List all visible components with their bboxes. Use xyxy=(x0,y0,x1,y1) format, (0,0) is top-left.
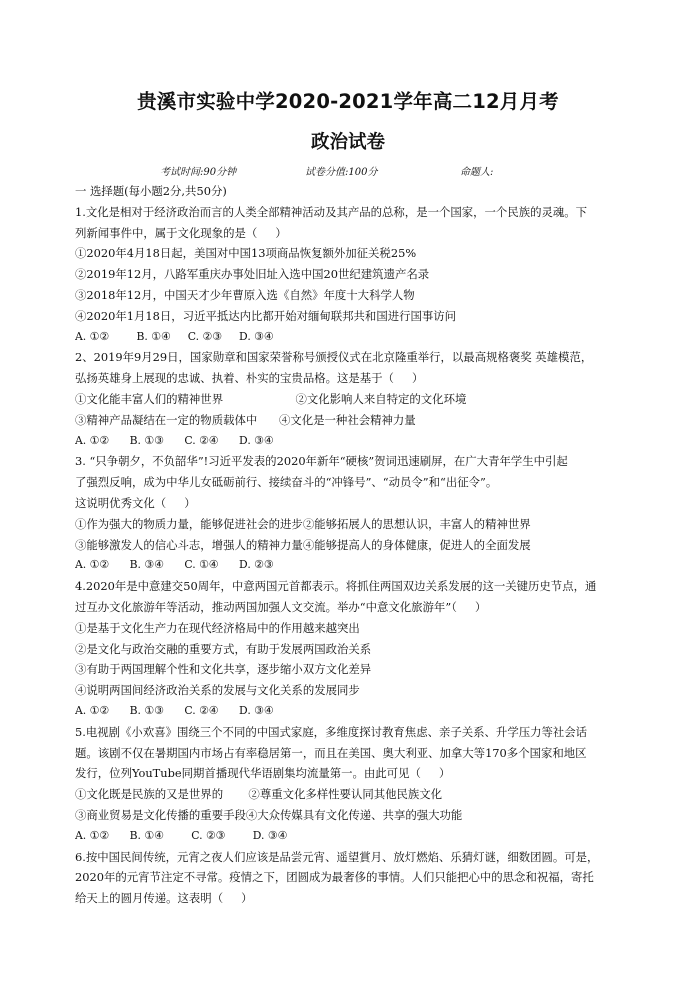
exam-author: 命题人: xyxy=(460,167,494,178)
question-statement: ③能够激发人的信心斗志，增强人的精神力量④能够提高人的身体健康，促进人的全面发展 xyxy=(75,537,531,552)
question-statement: ④2020年1月18日，习近平抵达内比都开始对缅甸联邦共和国进行国事访问 xyxy=(75,308,457,323)
page-title: 贵溪市实验中学2020-2021学年高二12月月考 xyxy=(137,90,559,113)
question-statement: ④说明两国间经济政治关系的发展与文化关系的发展同步 xyxy=(75,683,360,698)
exam-score: 试卷分值:100分 xyxy=(305,167,378,178)
question-stem-line: 发行，位列YouTube同期首播现代华语剧集均流量第一。由此可见（ ） xyxy=(75,766,451,781)
question-statement: ①2020年4月18日起，美国对中国13项商品恢复额外加征关税25% xyxy=(75,246,417,261)
question-statement: ③有助于两国理解个性和文化共享，逐步缩小双方文化差异 xyxy=(75,662,372,677)
question-statement: ①是基于文化生产力在现代经济格局中的作用越来越突出 xyxy=(75,620,360,635)
answer-options: A. ①② B. ③④ C. ①④ D. ②③ xyxy=(75,558,274,572)
question-stem-line: 弘扬英雄身上展现的忠诚、执着、朴实的宝贵品格。这是基于（ ） xyxy=(75,371,424,386)
question-stem-line: 1.文化是相对于经济政治而言的人类全部精神活动及其产品的总称，是一个国家，一个民族的灵魂。下 xyxy=(75,204,588,219)
question-stem-line: 列新闻事件中，属于文化现象的是（ ） xyxy=(75,225,287,240)
question-3 xyxy=(75,451,631,576)
question-6 xyxy=(75,847,631,909)
question-5 xyxy=(75,722,631,847)
answer-options: A. ①② B. ①④ C. ②③ D. ③④ xyxy=(75,329,274,343)
question-stem-line: 2、2019年9月29日，国家勋章和国家荣誉称号颁授仪式在北京隆重举行，以最高规格褒奖 英雄模范， xyxy=(75,350,593,365)
question-stem-line: 4.2020年是中意建交50周年，中意两国元首都表示。将抓住两国双边关系发展的这一关键历史节点，通 xyxy=(75,579,597,594)
question-statement: ①文化既是民族的又是世界的 ②尊重文化多样性要认同其他民族文化 xyxy=(75,787,443,802)
page-subtitle: 政治试卷 xyxy=(310,132,385,153)
question-statement: ③商业贸易是文化传播的重要手段④大众传媒具有文化传递、共享的强大功能 xyxy=(75,807,463,822)
answer-options: A. ①② B. ①③ C. ②④ D. ③④ xyxy=(75,703,274,717)
question-statement: ②是文化与政治交融的重要方式，有助于发展两国政治关系 xyxy=(75,641,372,656)
question-stem-line: 给天上的圆月传递。这表明（ ） xyxy=(75,891,253,906)
question-stem-line: 3. “只争朝夕，不负韶华”!习近平发表的2020年新年“硬核”贺词迅速刷屏，在广大青年学生中引起 xyxy=(75,454,568,469)
question-statement: ③精神产品凝结在一定的物质载体中 ④文化是一种社会精神力量 xyxy=(75,412,416,427)
question-2 xyxy=(75,347,631,451)
question-1 xyxy=(75,202,631,348)
question-stem-line: 2020年的元宵节注定不寻常。疫情之下，团圆成为最奢侈的事情。人们只能把心中的思念和祝福，寄托 xyxy=(75,870,594,885)
question-stem-line: 这说明优秀文化（ ） xyxy=(75,495,196,510)
question-list xyxy=(75,181,631,909)
question-statement: ①文化能丰富人们的精神世界 ②文化影响人来自特定的文化环境 xyxy=(75,391,467,406)
exam-time: 考试时间:90分钟 xyxy=(160,167,237,178)
question-stem-line: 5.电视剧《小欢喜》围绕三个不同的中国式家庭，多维度探讨教育焦虑、亲子关系、升学压力等社会话 xyxy=(75,724,588,739)
answer-options: A. ①② B. ①④ C. ②③ D. ③④ xyxy=(75,828,288,842)
section-title: 一 选择题(每小题2分,共50分) xyxy=(75,184,227,198)
question-statement: ②2019年12月，八路军重庆办事处旧址入选中国20世纪建筑遗产名录 xyxy=(75,267,430,282)
answer-options: A. ①② B. ①③ C. ②④ D. ③④ xyxy=(75,433,274,447)
question-statement: ③2018年12月，中国天才少年曹原入选《自然》年度十大科学人物 xyxy=(75,287,415,302)
question-stem-line: 了强烈反响，成为中华儿女砥砺前行、接续奋斗的“冲锋号”、“动员令”和“出征令”。 xyxy=(75,475,498,490)
question-4 xyxy=(75,576,631,722)
question-statement: ①作为强大的物质力量，能够促进社会的进步②能够拓展人的思想认识，丰富人的精神世界 xyxy=(75,516,531,531)
question-stem-line: 题。该剧不仅在暑期国内市场占有率稳居第一，而且在美国、奥大利亚、加拿大等170多个国家和地区 xyxy=(75,745,587,760)
question-stem-line: 过互办文化旅游年等活动，推动两国加强人文交流。举办“中意文化旅游年”（ ） xyxy=(75,599,487,614)
question-stem-line: 6.按中国民间传统，元宵之夜人们应该是品尝元宵、遥望賞月、放灯燃焰、乐猜灯谜，细数团圆。可是， xyxy=(75,849,599,864)
